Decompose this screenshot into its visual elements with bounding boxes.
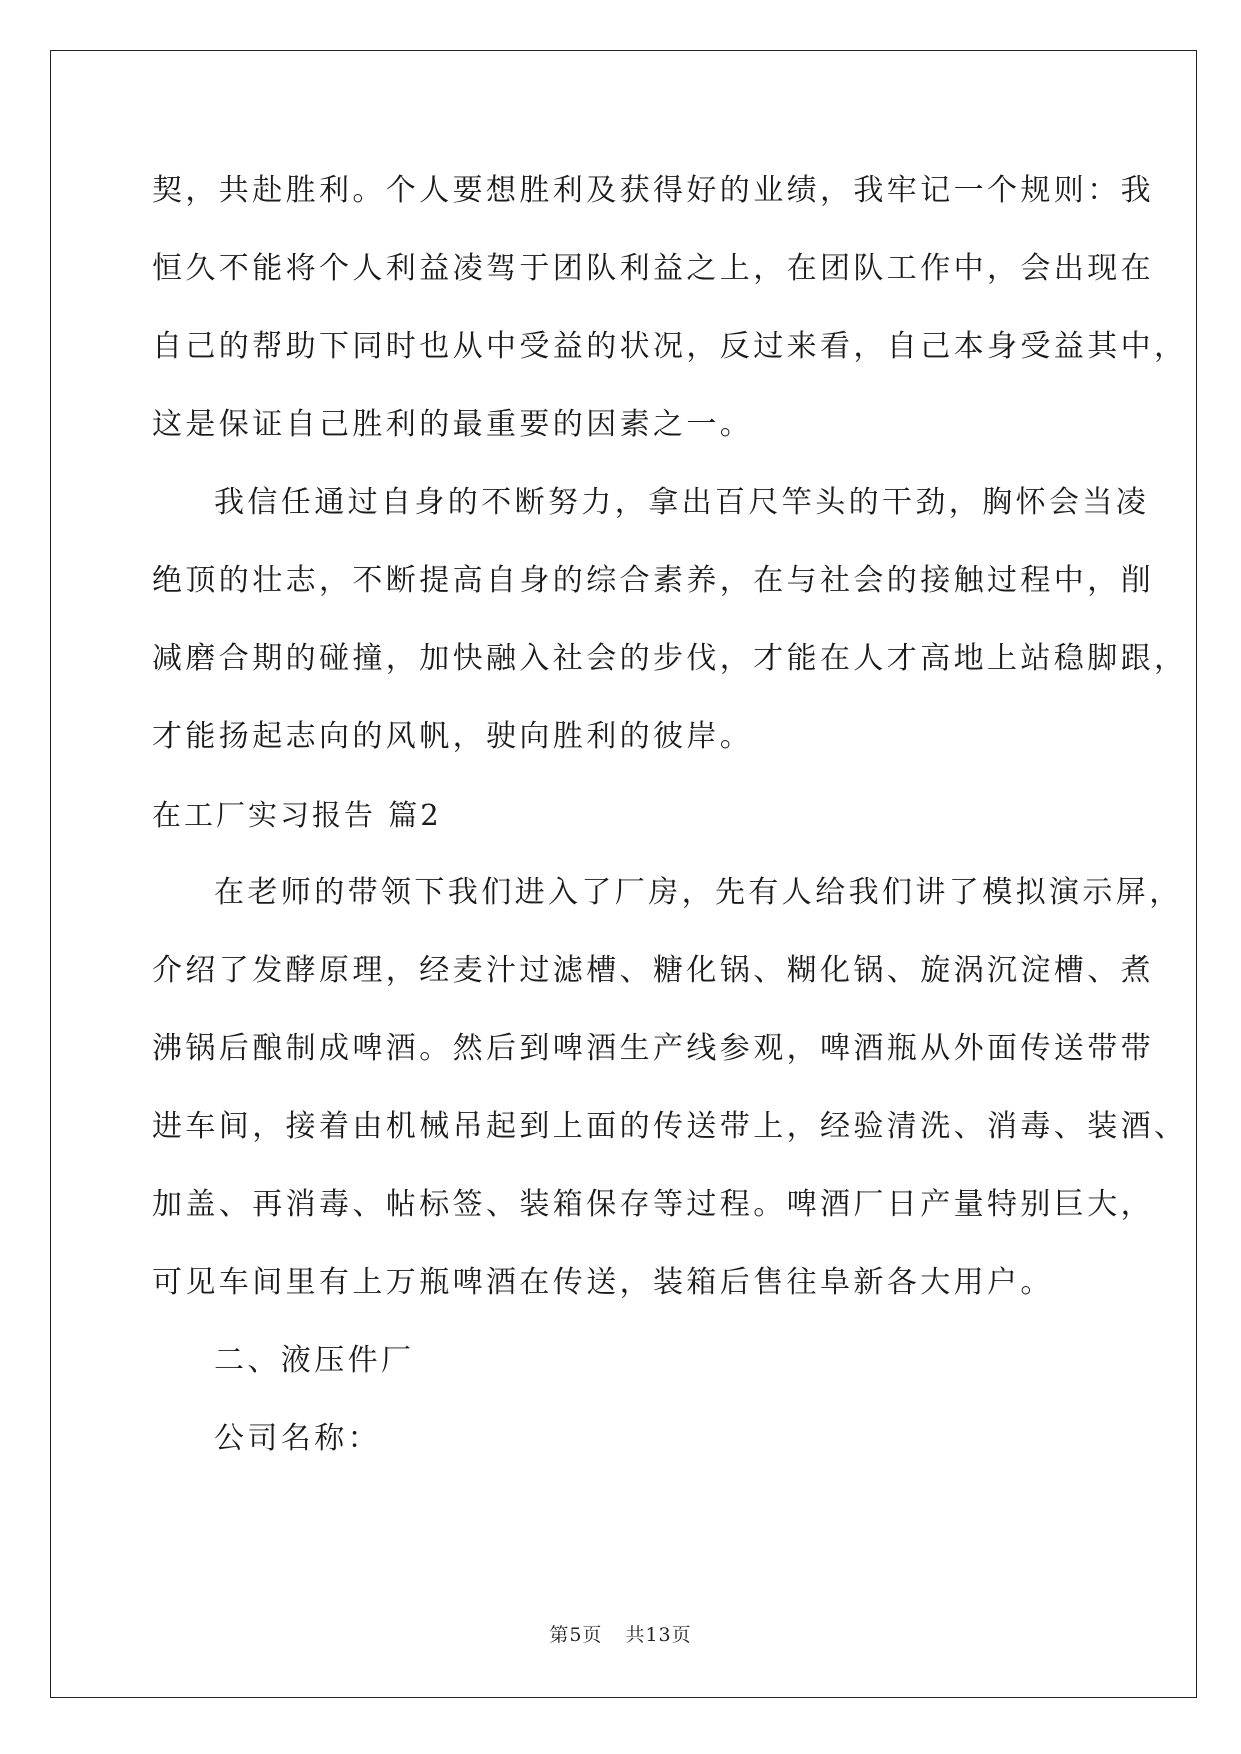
paragraph-line: 减磨合期的碰撞，加快融入社会的步伐，才能在人才高地上站稳脚跟， [152,641,1188,676]
subsection-heading: 二、液压件厂 [214,1343,415,1378]
paragraph-line: 进车间，接着由机械吊起到上面的传送带上，经验清洗、消毒、装酒、 [152,1109,1188,1144]
paragraph-line: 公司名称： [214,1421,381,1456]
paragraph-line: 沸锅后酿制成啤酒。然后到啤酒生产线参观，啤酒瓶从外面传送带带 [152,1031,1154,1066]
paragraph-line: 才能扬起志向的风帆，驶向胜利的彼岸。 [152,719,754,754]
paragraph-line: 这是保证自己胜利的最重要的因素之一。 [152,407,754,442]
page-total: 共13页 [625,1624,692,1646]
paragraph-line: 恒久不能将个人利益凌驾于团队利益之上，在团队工作中，会出现在 [152,251,1154,286]
page-number: 第5页 [549,1624,603,1646]
section-heading: 在工厂实习报告 篇2 [152,798,442,832]
paragraph-line: 自己的帮助下同时也从中受益的状况，反过来看，自己本身受益其中， [152,329,1188,364]
paragraph-line: 在老师的带领下我们进入了厂房，先有人给我们讲了模拟演示屏， [214,875,1183,910]
paragraph-line: 加盖、再消毒、帖标签、装箱保存等过程。啤酒厂日产量特别巨大， [152,1187,1154,1222]
paragraph-line: 绝顶的壮志，不断提高自身的综合素养，在与社会的接触过程中，削 [152,563,1154,598]
paragraph-line: 契，共赴胜利。个人要想胜利及获得好的业绩，我牢记一个规则：我 [152,173,1154,208]
paragraph-line: 我信任通过自身的不断努力，拿出百尺竿头的干劲，胸怀会当凌 [214,485,1150,520]
paragraph-line: 可见车间里有上万瓶啤酒在传送，装箱后售往阜新各大用户。 [152,1265,1054,1300]
page-footer [0,1620,1241,1647]
document-body [152,166,1188,1492]
paragraph-line: 介绍了发酵原理，经麦汁过滤槽、糖化锅、糊化锅、旋涡沉淀槽、煮 [152,953,1154,988]
